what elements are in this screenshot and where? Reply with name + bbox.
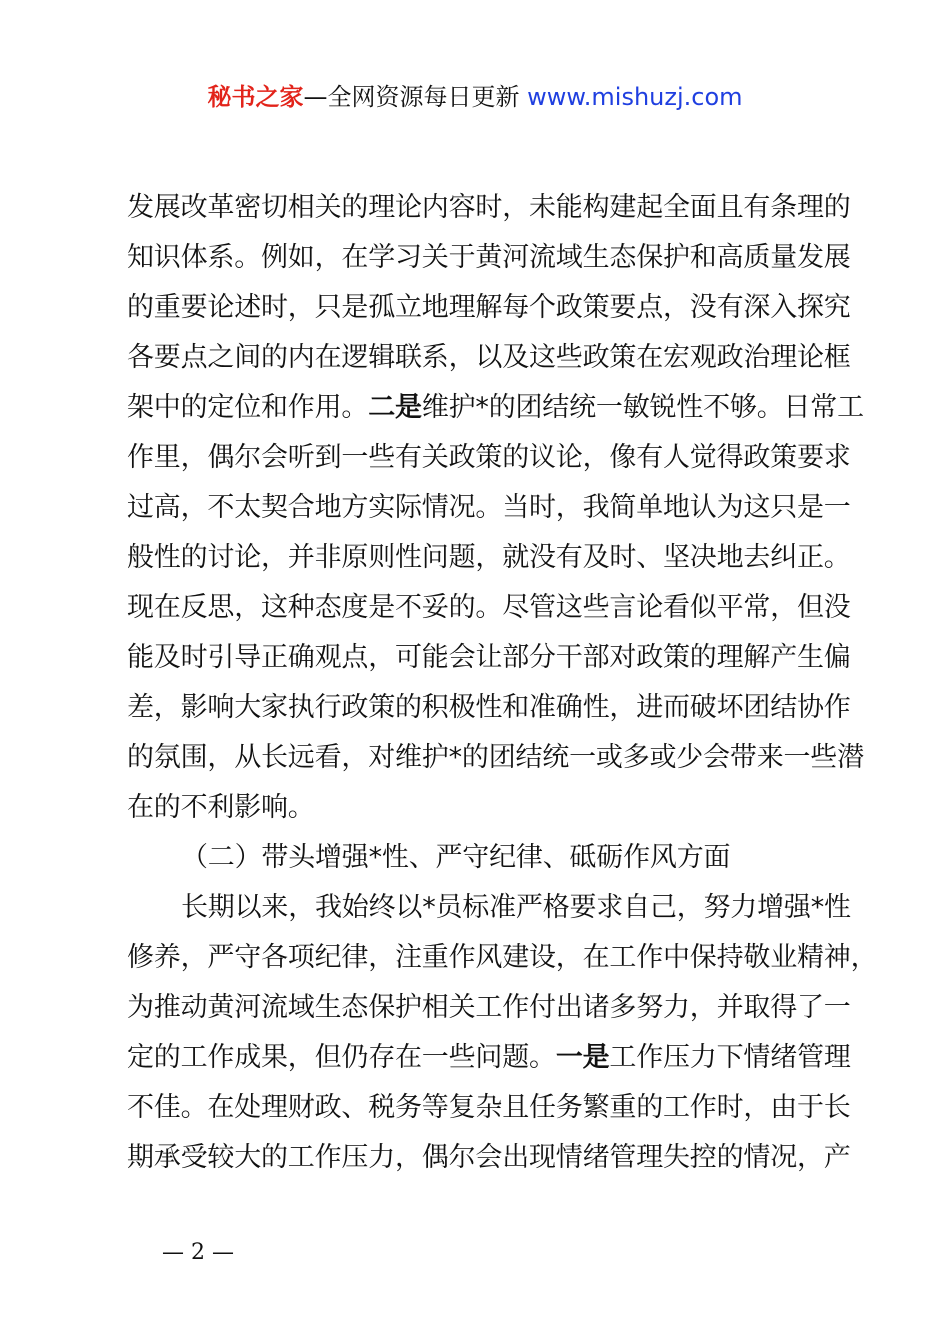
text-line: （二）带头增强*性、严守纪律、砥砺作风方面: [181, 842, 731, 873]
text-line: [127, 1033, 851, 1083]
text-run: 维护*的团结统一敏锐性不够。日常工: [421, 392, 864, 423]
text-line: 知识体系。例如，在学习关于黄河流域生态保护和高质量发展: [127, 242, 851, 273]
text-line: 差，影响大家执行政策的积极性和准确性，进而破坏团结协作: [127, 692, 851, 723]
text-line: 不佳。在处理财政、税务等复杂且任务繁重的工作时，由于长: [127, 1092, 851, 1123]
text-run: 定的工作成果，但仍存在一些问题。: [127, 1042, 556, 1073]
site-tagline: —全网资源每日更新: [303, 83, 520, 111]
text-line: 过高，不太契合地方实际情况。当时，我简单地认为这只是一: [127, 492, 851, 523]
text-line: 现在反思，这种态度是不妥的。尽管这些言论看似平常，但没: [127, 592, 851, 623]
text-line: 为推动黄河流域生态保护相关工作付出诸多努力，并取得了一: [127, 992, 851, 1023]
text-run: 架中的定位和作用。: [127, 392, 369, 423]
bold-marker: 二是: [368, 392, 422, 423]
text-line: 修养，严守各项纪律，注重作风建设，在工作中保持敬业精神，: [127, 942, 878, 973]
text-line: 在的不利影响。: [127, 792, 315, 823]
text-line: 能及时引导正确观点，可能会让部分干部对政策的理解产生偏: [127, 642, 851, 673]
text-line: 般性的讨论，并非原则性问题，就没有及时、坚决地去纠正。: [127, 542, 851, 573]
text-line: 的重要论述时，只是孤立地理解每个政策要点，没有深入探究: [127, 292, 851, 323]
text-line: 各要点之间的内在逻辑联系，以及这些政策在宏观政治理论框: [127, 342, 851, 373]
site-url: www.mishuzj.com: [527, 83, 743, 111]
page-number: — 2 —: [162, 1240, 234, 1265]
brand-name: 秘书之家: [207, 83, 304, 111]
document-body: [127, 183, 878, 1183]
text-line: 发展改革密切相关的理论内容时，未能构建起全面且有条理的: [127, 192, 851, 223]
text-line: 的氛围，从长远看，对维护*的团结统一或多或少会带来一些潜: [127, 742, 864, 773]
text-run: 工作压力下情绪管理: [609, 1042, 851, 1073]
bold-marker: 一是: [555, 1042, 610, 1073]
text-line: 长期以来，我始终以*员标准严格要求自己，努力增强*性: [181, 892, 851, 923]
text-line: 期承受较大的工作压力，偶尔会出现情绪管理失控的情况，产: [127, 1142, 851, 1173]
text-line: 作里，偶尔会听到一些有关政策的议论，像有人觉得政策要求: [127, 442, 851, 473]
text-line: [127, 383, 864, 433]
site-header: [0, 80, 950, 114]
